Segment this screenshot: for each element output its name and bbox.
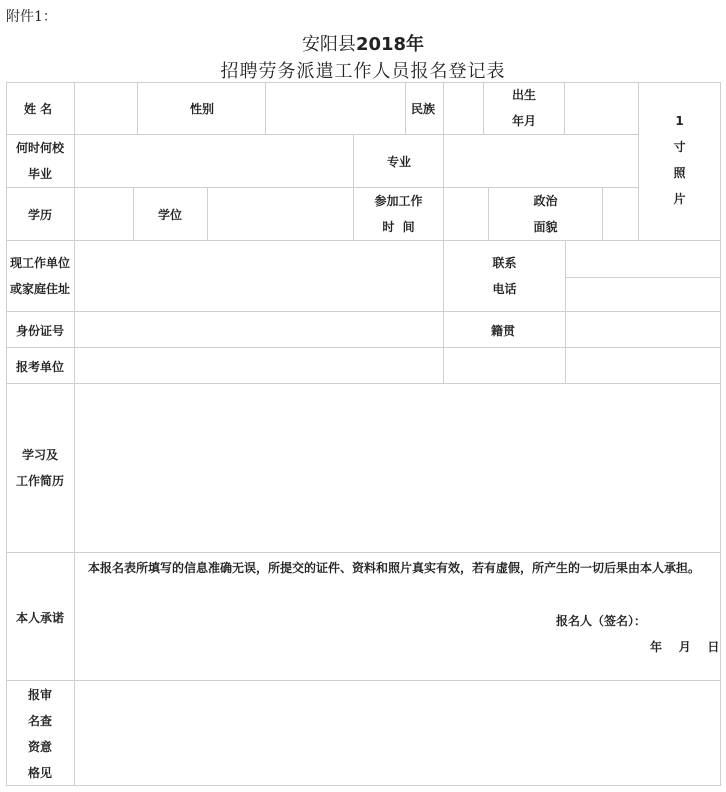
employer-field[interactable] — [75, 241, 443, 311]
birth-label — [484, 82, 564, 134]
graduation-label-line: 毕业 — [27, 167, 52, 181]
gender-field[interactable] — [266, 83, 405, 134]
date-label: 年 月 日 — [650, 640, 720, 654]
pledge-text: 本报名表所填写的信息准确无误，所提交的证件、资料和照片真实有效，若有虚假，所产生的一切后果由本人承担。 — [88, 561, 701, 575]
ethnicity-field[interactable] — [444, 83, 483, 134]
review-label — [6, 682, 74, 786]
table-line — [6, 785, 720, 786]
table-line — [720, 82, 721, 786]
degree-label: 学位 — [158, 208, 183, 222]
form-title — [0, 30, 726, 56]
table-line — [137, 82, 138, 134]
employer-label — [6, 250, 74, 302]
table-line — [6, 552, 720, 553]
education-label: 学历 — [28, 208, 53, 222]
graduation-field[interactable] — [75, 135, 353, 187]
work-start-label — [354, 188, 443, 240]
review-label-line: 报审 — [27, 688, 52, 702]
title-year: 2018年 — [355, 34, 425, 55]
review-label-line: 资意 — [27, 740, 52, 754]
pledge-label: 本人承诺 — [16, 611, 65, 625]
graduation-label-line: 何时何校 — [15, 141, 64, 155]
work-start-label-line: 参加工作 — [374, 194, 423, 208]
id-number-field[interactable] — [75, 312, 443, 347]
birth-label-line: 出生 — [511, 88, 536, 102]
photo-label-line: 1 — [675, 114, 684, 128]
work-start-field[interactable] — [444, 188, 488, 240]
political-label — [489, 188, 602, 240]
name-field[interactable] — [75, 83, 137, 134]
name-label: 姓 名 — [24, 102, 53, 116]
table-line — [6, 82, 7, 786]
ethnicity-label: 民族 — [411, 102, 436, 116]
photo-label-line: 片 — [673, 192, 686, 206]
table-line — [353, 134, 354, 187]
degree-field[interactable] — [208, 188, 353, 240]
political-field[interactable] — [603, 188, 638, 240]
political-label-line: 政治 — [533, 194, 558, 208]
contact-field[interactable] — [566, 241, 720, 311]
employer-label-line: 现工作单位 — [9, 256, 70, 270]
contact-label-line: 联系 — [492, 256, 517, 270]
native-place-field[interactable] — [566, 312, 720, 347]
review-label-line: 名查 — [27, 714, 52, 728]
resume-field[interactable] — [75, 384, 720, 552]
review-field[interactable] — [75, 681, 720, 785]
id-number-label: 身份证号 — [16, 324, 65, 338]
education-field[interactable] — [75, 188, 133, 240]
major-field[interactable] — [444, 135, 638, 187]
gender-label: 性别 — [190, 102, 215, 116]
resume-label-line: 工作简历 — [15, 474, 64, 488]
employer-label-line: 或家庭住址 — [9, 282, 70, 296]
apply-unit-label: 报考单位 — [16, 360, 65, 374]
contact-label-line: 电话 — [492, 282, 517, 296]
photo-label-line: 照 — [673, 166, 686, 180]
photo-placeholder[interactable] — [639, 108, 720, 212]
political-label-line: 面貌 — [533, 220, 558, 234]
attachment-label: 附件1： — [6, 9, 57, 25]
photo-label-line: 寸 — [673, 140, 686, 154]
graduation-label — [6, 135, 74, 187]
resume-label — [6, 442, 74, 494]
birth-field[interactable] — [565, 83, 638, 134]
table-line — [133, 187, 134, 240]
birth-label-line: 年月 — [511, 114, 536, 128]
form-subtitle: 招聘劳务派遣工作人员报名登记表 — [220, 61, 506, 82]
work-start-label-line: 时 间 — [382, 220, 415, 234]
native-place-label: 籍贯 — [491, 324, 516, 338]
apply-unit-field[interactable] — [75, 348, 720, 383]
major-label: 专业 — [387, 155, 412, 169]
title-county: 安阳县 — [301, 34, 356, 55]
signature-label: 报名人（签名）： — [556, 614, 647, 628]
review-label-line: 格见 — [27, 766, 52, 780]
table-line — [405, 82, 406, 134]
contact-label — [444, 250, 565, 302]
resume-label-line: 学习及 — [21, 448, 58, 462]
